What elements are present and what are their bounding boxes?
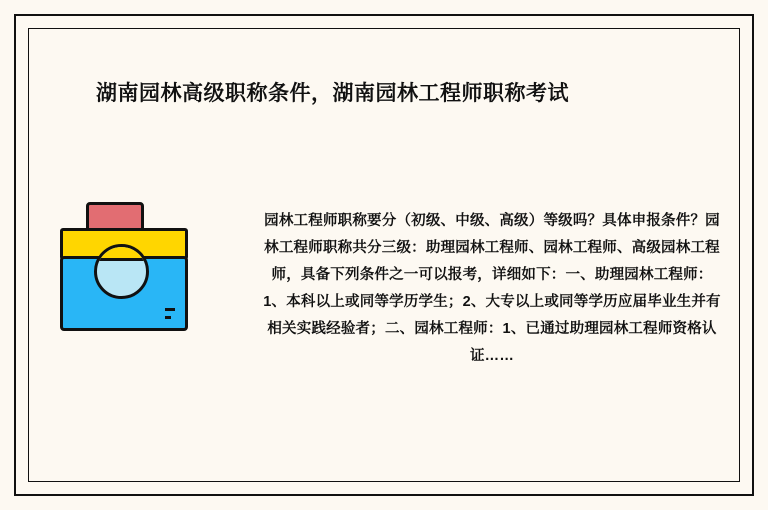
page-title: 湖南园林高级职称条件，湖南园林工程师职称考试 xyxy=(96,82,569,105)
article-body-text: 园林工程师职称要分（初级、中级、高级）等级吗？具体申报条件？园林工程师职称共分三级：助理园林工程师、园林工程师、高级园林工程师，具备下列条件之一可以报考，详细如下：一、助理园林工程师：1、本科以上或同等学历学生；2、大专以上或同等学历应届毕业生并有相关实践经验者；二、园林工程师：1、已通过助理园林工程师资格认证…… xyxy=(263,213,721,364)
illustration-circle-shape xyxy=(94,244,149,299)
illustration-dash-one xyxy=(165,308,175,311)
illustration-circle-cap xyxy=(97,247,146,261)
toolbox-illustration xyxy=(58,196,238,346)
illustration-dash-two xyxy=(165,316,171,319)
